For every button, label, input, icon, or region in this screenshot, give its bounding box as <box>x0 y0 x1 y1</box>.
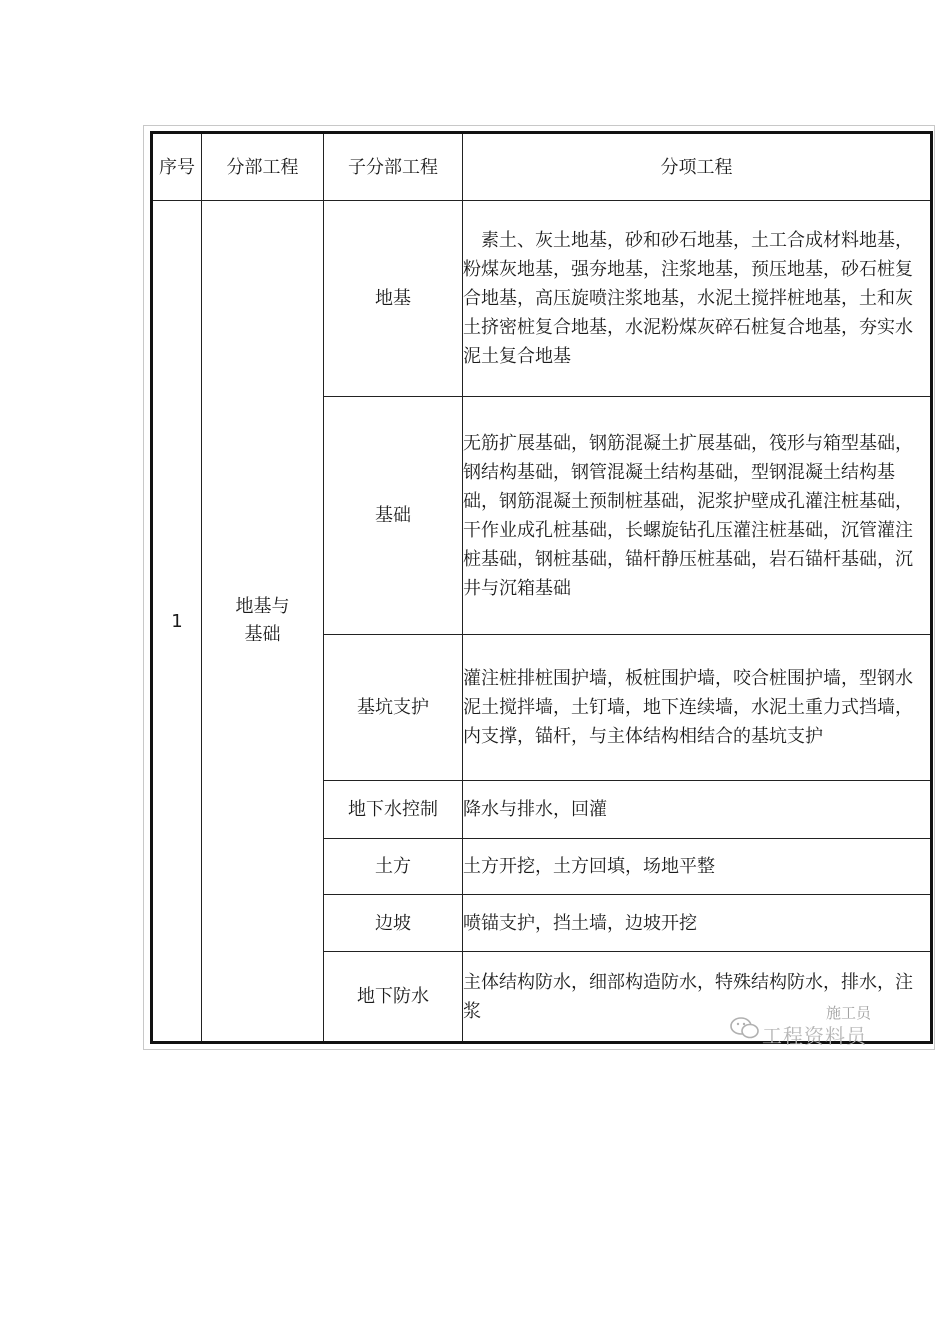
division-line-2: 基础 <box>244 624 281 645</box>
subdivision-cell: 土方 <box>324 839 463 895</box>
table-row <box>152 201 932 397</box>
subdivision-cell: 基础 <box>324 397 463 635</box>
items-cell: 土方开挖，土方回填，场地平整 <box>463 839 932 895</box>
subdivision-cell: 边坡 <box>324 895 463 952</box>
header-division: 分部工程 <box>202 133 324 201</box>
table-header-row <box>152 133 932 201</box>
header-seq: 序号 <box>152 133 202 201</box>
watermark-line-2: 工程资料员 <box>762 1024 867 1048</box>
items-cell: 无筋扩展基础，钢筋混凝土扩展基础，筏形与箱型基础，钢结构基础，钢管混凝土结构基础，型钢混凝土结构基础，钢筋混凝土预制桩基础，泥浆护壁成孔灌注桩基础，干作业成孔桩基础，长螺旋钻孔压灌注桩基础，沉管灌注桩基础，钢桩基础，锚杆静压桩基础，岩石锚杆基础，沉井与沉箱基础 <box>463 397 932 635</box>
items-cell: 素土、灰土地基，砂和砂石地基，土工合成材料地基，粉煤灰地基，强夯地基，注浆地基，预压地基，砂石桩复合地基，高压旋喷注浆地基，水泥土搅拌桩地基，土和灰土挤密桩复合地基，水泥粉煤灰碎石桩复合地基，夯实水泥土复合地基 <box>463 201 932 397</box>
items-cell: 降水与排水，回灌 <box>463 781 932 839</box>
items-cell: 喷锚支护，挡土墙，边坡开挖 <box>463 895 932 952</box>
items-cell: 灌注桩排桩围护墙，板桩围护墙，咬合桩围护墙，型钢水泥土搅拌墙，土钉墙，地下连续墙，水泥土重力式挡墙，内支撑，锚杆，与主体结构相结合的基坑支护 <box>463 635 932 781</box>
header-items: 分项工程 <box>463 133 932 201</box>
division-cell <box>202 201 324 1043</box>
watermark-line-1: 施工员 <box>826 1004 872 1022</box>
items-cell: 主体结构防水，细部构造防水，特殊结构防水，排水，注浆 <box>463 952 932 1043</box>
subdivision-cell: 地下防水 <box>324 952 463 1043</box>
subdivision-cell: 地基 <box>324 201 463 397</box>
subdivision-cell: 地下水控制 <box>324 781 463 839</box>
project-division-table <box>150 131 933 1044</box>
division-line-1: 地基与 <box>235 596 290 617</box>
seq-cell: 1 <box>152 201 202 1043</box>
header-subdivision: 子分部工程 <box>324 133 463 201</box>
subdivision-cell: 基坑支护 <box>324 635 463 781</box>
